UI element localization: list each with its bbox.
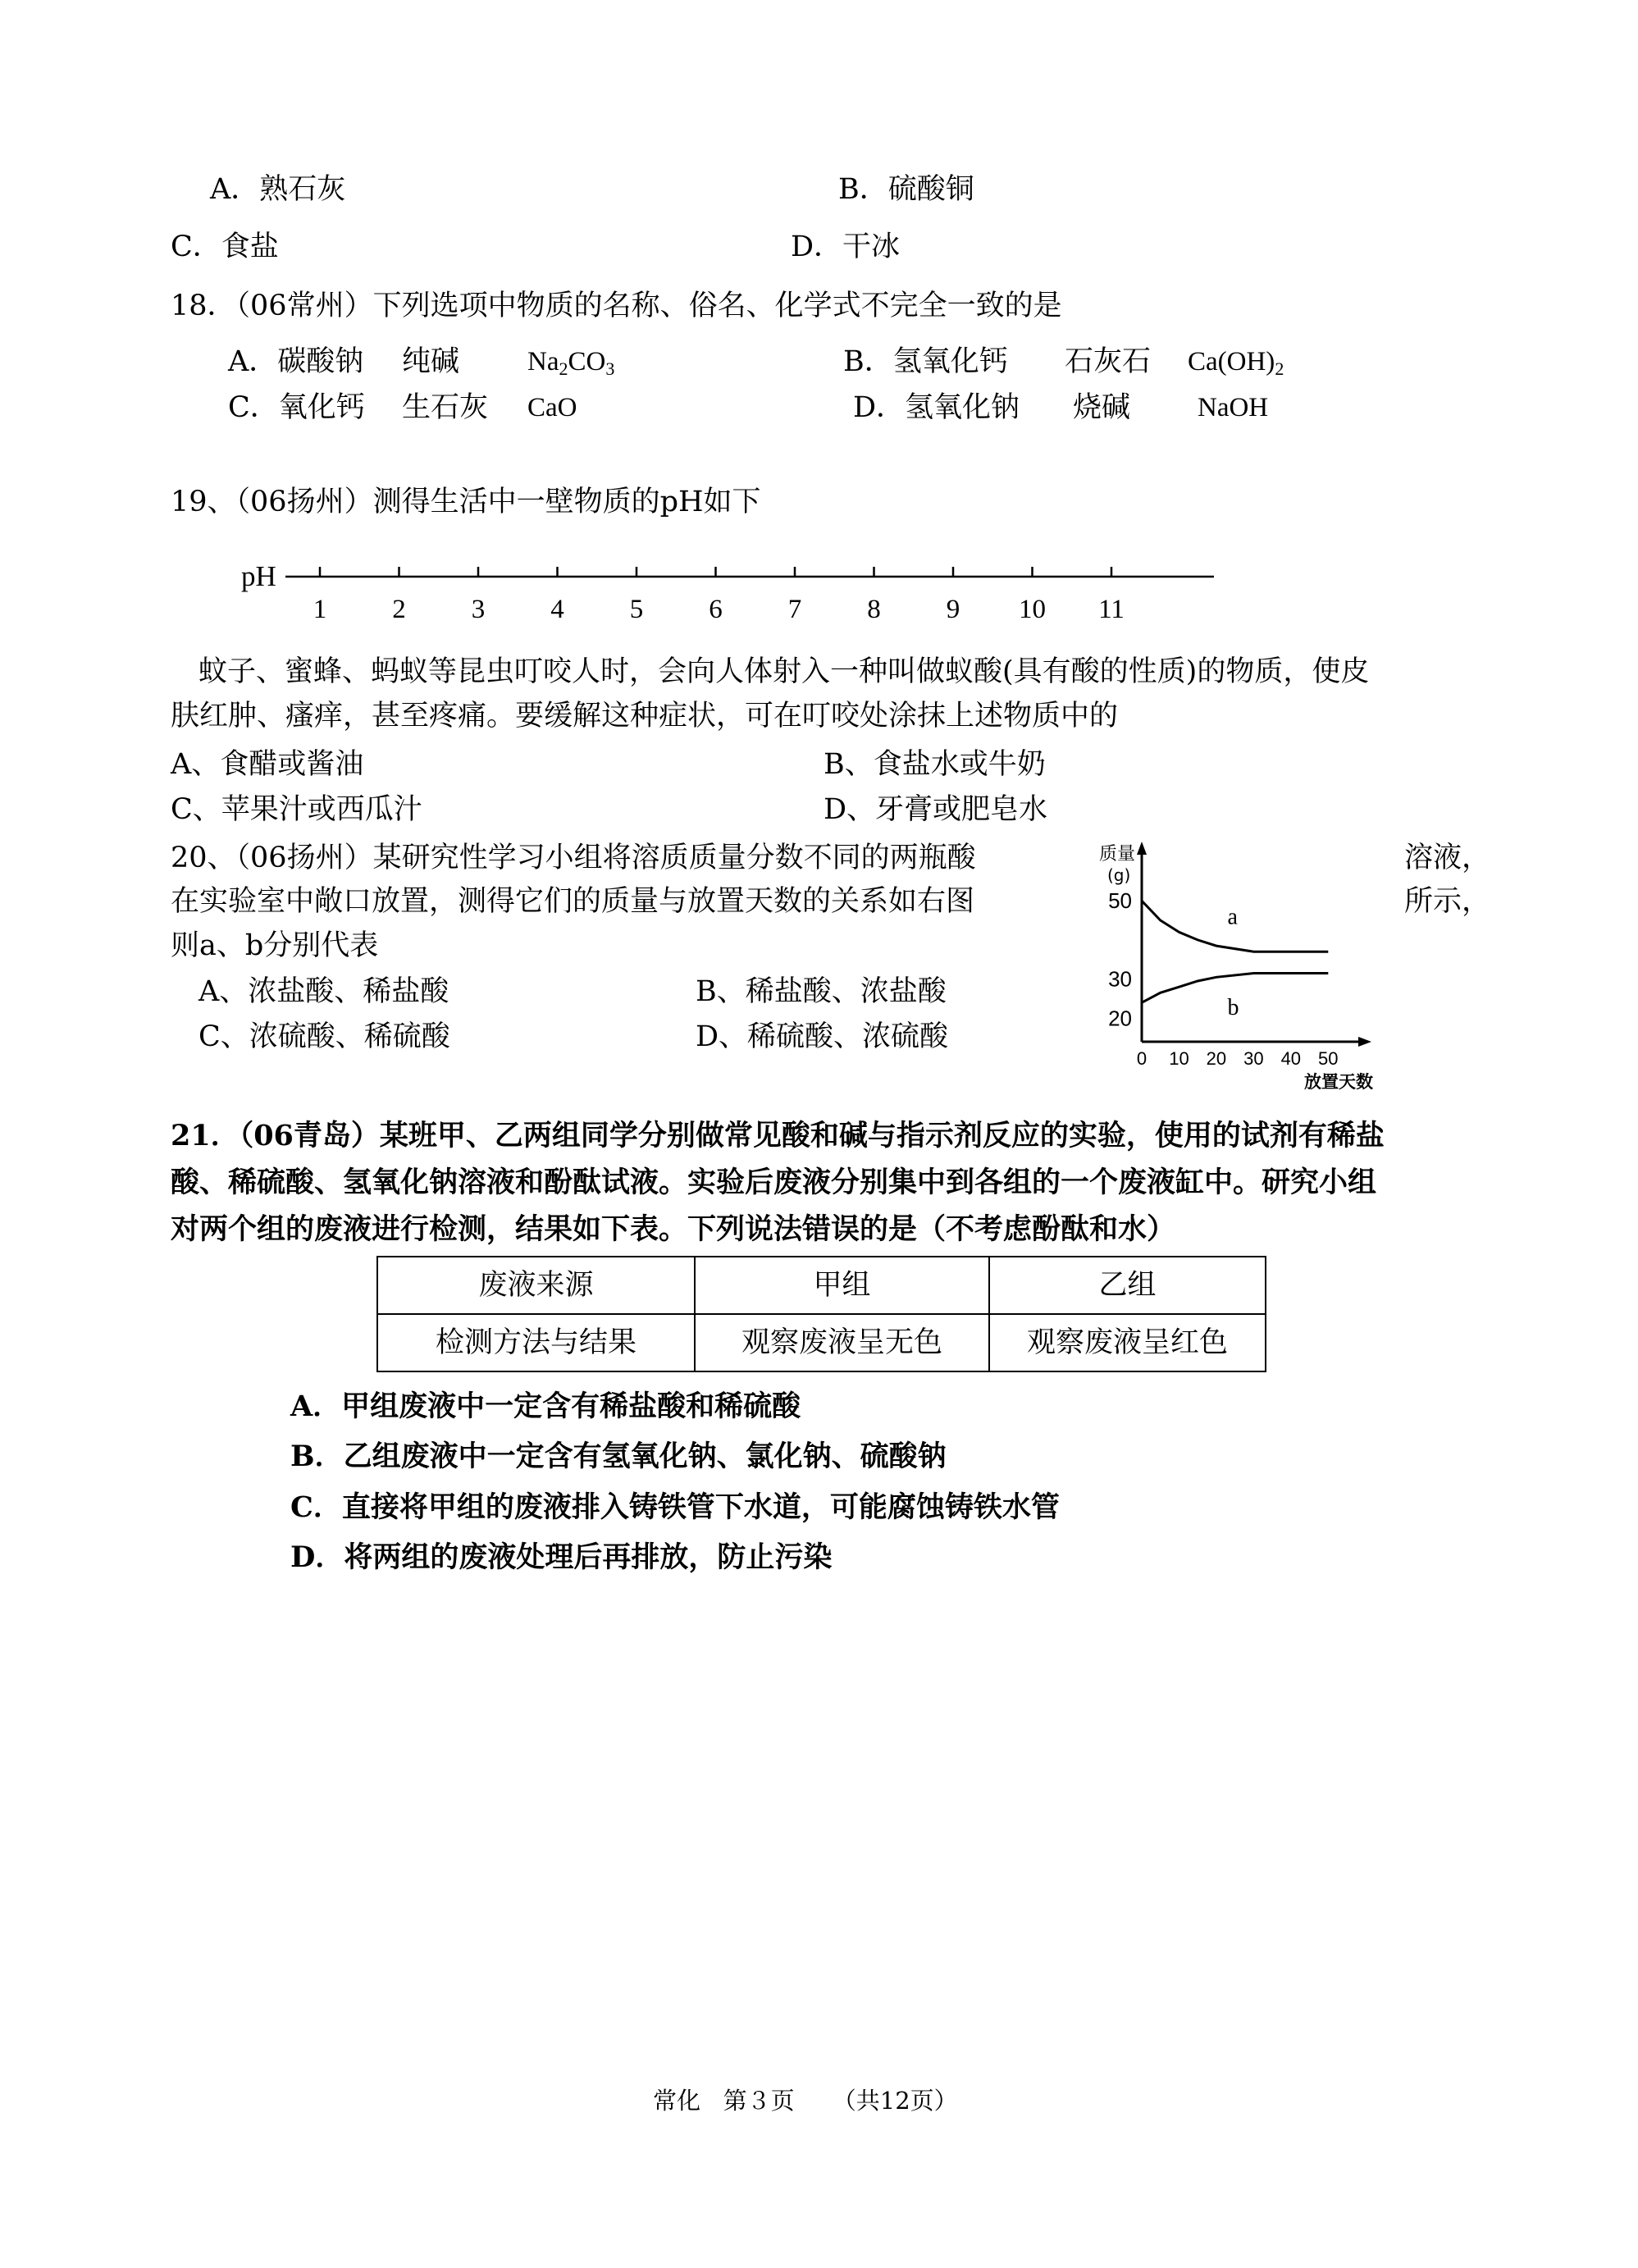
q21-line2: 酸、稀硫酸、氢氧化钠溶液和酚酞试液。实验后废液分别集中到各组的一个废液缸中。研究小组 bbox=[171, 1166, 1377, 1199]
q19-option-a: A、食醋或酱油 bbox=[171, 748, 364, 781]
q19-paragraph-line2: 肤红肿、瘙痒，甚至疼痛。要缓解这种症状，可在叮咬处涂抹上述物质中的 bbox=[171, 700, 1119, 732]
q21-line3: 对两个组的废液进行检测，结果如下表。下列说法错误的是（不考虑酚酞和水） bbox=[171, 1212, 1176, 1246]
q21-option-d: D．将两组的废液处理后再排放，防止污染 bbox=[290, 1540, 833, 1574]
q17-option-c: C．食盐 bbox=[171, 230, 279, 263]
q20-line1-right: 溶液， bbox=[1404, 842, 1491, 874]
q18-option-d-common: 烧碱 bbox=[1073, 391, 1131, 424]
table-cell: 观察废液呈无色 bbox=[695, 1314, 989, 1371]
x-tick-label: 30 bbox=[1243, 1048, 1264, 1069]
ph-tick-label: 9 bbox=[946, 595, 960, 624]
q18-stem: 18．（06常州）下列选项中物质的名称、俗名、化学式不完全一致的是 bbox=[171, 290, 1062, 322]
footer-total-pages: （共12页） bbox=[832, 2087, 958, 2115]
q18-option-d-label: D．氢氧化钠 bbox=[853, 391, 1020, 424]
table-cell: 废液来源 bbox=[377, 1257, 695, 1314]
x-tick-label: 0 bbox=[1136, 1048, 1148, 1069]
q18-option-a-formula: $Na_2CO_3$ bbox=[527, 347, 615, 379]
q17-option-b: B．硫酸铜 bbox=[838, 173, 974, 206]
q17-option-a: A．熟石灰 bbox=[210, 173, 346, 206]
ph-tick-label: 4 bbox=[550, 595, 564, 624]
q18-option-b-label: B．氢氧化钙 bbox=[843, 345, 1008, 378]
ph-label: pH bbox=[241, 560, 276, 592]
x-tick-label: 40 bbox=[1280, 1048, 1302, 1069]
q19-paragraph-line1: 蚊子、蜜蜂、蚂蚁等昆虫叮咬人时，会向人体射入一种叫做蚁酸(具有酸的性质)的物质，使皮 bbox=[198, 655, 1370, 688]
q20-option-c: C、浓硫酸、稀硫酸 bbox=[198, 1020, 450, 1053]
page-footer bbox=[653, 2087, 958, 2115]
q20-option-b: B、稀盐酸、浓盐酸 bbox=[696, 975, 947, 1008]
table-row bbox=[377, 1257, 1266, 1314]
table-cell: 乙组 bbox=[989, 1257, 1266, 1314]
x-axis-arrow bbox=[1358, 1037, 1371, 1047]
q20-mass-days-chart bbox=[1075, 835, 1386, 1097]
table-cell: 检测方法与结果 bbox=[377, 1314, 695, 1371]
q18-option-a-common: 纯碱 bbox=[402, 345, 460, 378]
ph-scale bbox=[230, 545, 1230, 627]
q20-option-d: D、稀硫酸、浓硫酸 bbox=[696, 1020, 949, 1053]
y-axis-label: 质量 bbox=[1099, 844, 1136, 865]
q18-option-d-formula: NaOH bbox=[1198, 393, 1269, 422]
q18-option-c-formula: CaO bbox=[527, 393, 577, 422]
q18-option-c-common: 生石灰 bbox=[402, 391, 489, 424]
q19-option-b: B、食盐水或牛奶 bbox=[824, 748, 1046, 781]
q19-option-d: D、牙膏或肥皂水 bbox=[824, 793, 1048, 826]
q19-stem: 19、（06扬州）测得生活中一壁物质的pH如下 bbox=[171, 486, 761, 518]
footer-page-number: 第３页 bbox=[723, 2087, 795, 2115]
table-cell: 甲组 bbox=[695, 1257, 989, 1314]
q20-option-a: A、浓盐酸、稀盐酸 bbox=[198, 975, 449, 1008]
table-row bbox=[377, 1314, 1266, 1371]
q20-line3: 则a、b分别代表 bbox=[171, 929, 379, 962]
ph-tick-label: 8 bbox=[867, 595, 881, 624]
q20-line2-left: 在实验室中敞口放置，测得它们的质量与放置天数的关系如右图 bbox=[171, 885, 975, 918]
x-tick-label: 10 bbox=[1169, 1048, 1189, 1069]
ph-tick-label: 3 bbox=[471, 595, 486, 624]
q21-option-b: B．乙组废液中一定含有氢氧化钠、氯化钠、硫酸钠 bbox=[290, 1440, 947, 1473]
q18-option-b-formula: $Ca(OH)_2$ bbox=[1188, 347, 1284, 379]
ph-tick-label: 2 bbox=[392, 595, 406, 624]
series-label-a: a bbox=[1227, 904, 1238, 930]
ph-tick-label: 5 bbox=[629, 595, 644, 624]
y-tick-label: 50 bbox=[1108, 888, 1132, 914]
ph-tick-label: 7 bbox=[787, 595, 802, 624]
footer-subject: 常化 bbox=[653, 2087, 701, 2115]
table-cell: 观察废液呈红色 bbox=[989, 1314, 1266, 1371]
y-tick-label: 20 bbox=[1108, 1006, 1132, 1031]
q21-option-c: C．直接将甲组的废液排入铸铁管下水道，可能腐蚀铸铁水管 bbox=[290, 1490, 1060, 1524]
q17-option-d: D．干冰 bbox=[791, 230, 901, 263]
q18-option-a-label: A．碳酸钠 bbox=[228, 345, 364, 378]
q21-option-a: A．甲组废液中一定含有稀盐酸和稀硫酸 bbox=[290, 1390, 801, 1423]
x-axis-label: 放置天数 bbox=[1304, 1072, 1373, 1092]
x-tick-label: 20 bbox=[1206, 1048, 1227, 1069]
y-tick-label: 30 bbox=[1108, 966, 1132, 992]
series-label-b: b bbox=[1227, 995, 1239, 1021]
q20-line1-left: 20、（06扬州）某研究性学习小组将溶质质量分数不同的两瓶酸 bbox=[171, 842, 976, 874]
ph-tick-label: 1 bbox=[313, 595, 327, 624]
q21-line1: 21．（06青岛）某班甲、乙两组同学分别做常见酸和碱与指示剂反应的实验，使用的试剂有稀盐 bbox=[171, 1119, 1385, 1152]
y-axis-arrow bbox=[1137, 842, 1147, 855]
q19-option-c: C、苹果汁或西瓜汁 bbox=[171, 793, 422, 826]
ph-tick-label: 10 bbox=[1019, 595, 1046, 624]
ph-tick-label: 11 bbox=[1098, 595, 1125, 624]
q18-option-b-common: 石灰石 bbox=[1065, 345, 1152, 378]
q20-line2-right: 所示， bbox=[1404, 885, 1491, 918]
x-tick-label: 50 bbox=[1318, 1048, 1339, 1069]
ph-tick-label: 6 bbox=[709, 595, 723, 624]
q21-results-table bbox=[376, 1256, 1266, 1372]
y-axis-unit: (g) bbox=[1107, 865, 1131, 885]
q18-option-c-label: C．氧化钙 bbox=[228, 391, 365, 424]
